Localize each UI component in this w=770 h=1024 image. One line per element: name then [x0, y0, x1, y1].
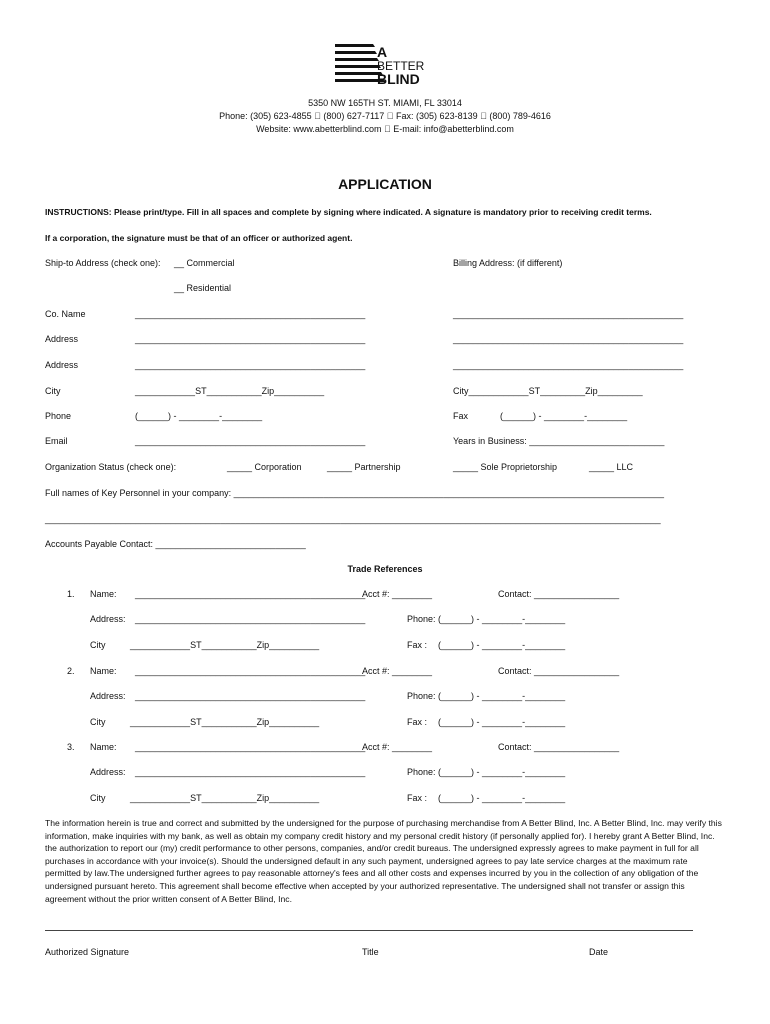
- billing-city-field[interactable]: City____________ST_________Zip_________: [453, 386, 643, 396]
- signature-line[interactable]: [45, 930, 693, 931]
- company-address: 5350 NW 165TH ST. MIAMI, FL 33014: [308, 98, 462, 108]
- ref-fax-label: Fax :: [407, 640, 428, 650]
- ref-fax-field[interactable]: (______) - ________-________: [438, 640, 566, 650]
- billing-address-label: Billing Address: (if different): [453, 258, 563, 268]
- ref-address-label: Address:: [90, 767, 126, 777]
- ref-city-label: City: [90, 793, 106, 803]
- company-logo: [335, 44, 435, 86]
- logo-text-a: A: [377, 44, 388, 60]
- ref-name-label: Name:: [90, 742, 117, 752]
- ref-fax-label: Fax :: [407, 717, 428, 727]
- ref-fax-field[interactable]: (______) - ________-________: [438, 717, 566, 727]
- address1-field[interactable]: ______________________________________________: [135, 334, 366, 344]
- ship-residential-option[interactable]: __ Residential: [174, 283, 232, 293]
- address2-label: Address: [45, 360, 79, 370]
- billing-address1-field[interactable]: ______________________________________________: [453, 334, 684, 344]
- address2-field[interactable]: ______________________________________________: [135, 360, 366, 370]
- fax-label: Fax: [453, 411, 469, 421]
- city-state-zip-field[interactable]: ____________ST___________Zip__________: [135, 386, 325, 396]
- ref-contact-field[interactable]: Contact: _________________: [498, 742, 620, 752]
- ref-city-field[interactable]: ____________ST___________Zip__________: [130, 640, 320, 650]
- fax-field[interactable]: (______) - ________-________: [500, 411, 628, 421]
- date-label: Date: [589, 947, 609, 957]
- years-in-business-field[interactable]: Years in Business: ___________________________: [453, 436, 665, 446]
- ref-phone-field[interactable]: Phone: (______) - ________-________: [407, 767, 566, 777]
- company-phones: Phone: (305) 623-4855 (800) 627-7117 Fax: (305) 623-8139 (800) 789-4616: [232, 111, 538, 121]
- phone-label: Phone: [45, 411, 72, 421]
- ref-name-label: Name:: [90, 666, 117, 676]
- ref-contact-field[interactable]: Contact: _________________: [498, 666, 620, 676]
- ref-number: 1.: [67, 589, 75, 599]
- logo-text-blind: BLIND: [377, 71, 420, 86]
- ref-city-label: City: [90, 717, 106, 727]
- address1-label: Address: [45, 334, 79, 344]
- ref-city-field[interactable]: ____________ST___________Zip__________: [130, 717, 320, 727]
- agreement-text: The information herein is true and correct and submitted by the undersigned for the purpose of purchasing merchandise from A Better Blind, Inc. A Better Blind, Inc. may verify this information, make inquiries with my bank, as well as obtain my company credit history and my personal credit history (if personally applied for). I hereby grant A Better Blind, Inc. the authorization to report our (my) credit performance to other persons, companies, and/or credit bureaus. The undersigned expressly agrees to make payment in full for all purchases in accordance with your invoice(s). Should the undersigned default in any such payment, undersigned agrees to pay late service charges at the maximum rate permitted by law.The undersigned further agrees to pay reasonable attorney's fees and all other costs and expenses incurred by you in the collection of any obligation of the undersigned pursuant hereto. This agreement shall become effective when accepted by your authorized representative. The undersigned shall not transfer or assign this agreement without the prior written consent of A Better Blind, Inc.: [45, 818, 722, 904]
- ref-phone-field[interactable]: Phone: (______) - ________-________: [407, 614, 566, 624]
- ref-name-field[interactable]: ______________________________________________: [135, 742, 366, 752]
- org-sole-option[interactable]: _____ Sole Proprietorship: [453, 462, 558, 472]
- ref-contact-field[interactable]: Contact: _________________: [498, 589, 620, 599]
- company-web: Website: www.abetterblind.com E-mail: info@abetterblind.com: [260, 124, 510, 134]
- instructions-line2: If a corporation, the signature must be that of an officer or authorized agent.: [45, 233, 353, 243]
- city-label: City: [45, 386, 61, 396]
- co-name-label: Co. Name: [45, 309, 86, 319]
- accounts-payable-field[interactable]: Accounts Payable Contact: ______________________________: [45, 539, 306, 549]
- ref-number: 2.: [67, 666, 75, 676]
- ship-to-label: Ship-to Address (check one):: [45, 258, 161, 268]
- org-corporation-option[interactable]: _____ Corporation: [227, 462, 302, 472]
- ship-commercial-option[interactable]: __ Commercial: [174, 258, 235, 268]
- logo-text-better: BETTER: [377, 59, 425, 73]
- ref-address-field[interactable]: ______________________________________________: [135, 767, 366, 777]
- org-llc-option[interactable]: _____ LLC: [589, 462, 634, 472]
- instructions-line1: INSTRUCTIONS: Please print/type. Fill in all spaces and complete by signing where indicated. A signature is mandatory prior to receiving credit terms.: [45, 207, 652, 217]
- email-field[interactable]: ______________________________________________: [135, 436, 366, 446]
- billing-address2-field[interactable]: ______________________________________________: [453, 360, 684, 370]
- ref-acct-field[interactable]: Acct #: ________: [362, 742, 433, 752]
- org-partnership-option[interactable]: _____ Partnership: [327, 462, 401, 472]
- ref-acct-field[interactable]: Acct #: ________: [362, 589, 433, 599]
- authorized-signature-label: Authorized Signature: [45, 947, 130, 957]
- ref-number: 3.: [67, 742, 75, 752]
- ref-fax-field[interactable]: (______) - ________-________: [438, 793, 566, 803]
- ref-name-field[interactable]: ______________________________________________: [135, 589, 366, 599]
- ref-address-label: Address:: [90, 614, 126, 624]
- email-label: Email: [45, 436, 68, 446]
- key-personnel-line2[interactable]: ___________________________________________________________________________________________________________________________: [45, 514, 661, 524]
- ref-address-label: Address:: [90, 691, 126, 701]
- ref-city-label: City: [90, 640, 106, 650]
- ref-address-field[interactable]: ______________________________________________: [135, 614, 366, 624]
- ref-phone-field[interactable]: Phone: (______) - ________-________: [407, 691, 566, 701]
- ref-acct-field[interactable]: Acct #: ________: [362, 666, 433, 676]
- ref-name-label: Name:: [90, 589, 117, 599]
- org-status-label: Organization Status (check one):: [45, 462, 177, 472]
- co-name-field[interactable]: ______________________________________________: [135, 309, 366, 319]
- ref-name-field[interactable]: ______________________________________________: [135, 666, 366, 676]
- ref-address-field[interactable]: ______________________________________________: [135, 691, 366, 701]
- page-title: APPLICATION: [338, 176, 432, 192]
- title-label: Title: [362, 947, 379, 957]
- billing-co-name-field[interactable]: ______________________________________________: [453, 309, 684, 319]
- ref-fax-label: Fax :: [407, 793, 428, 803]
- key-personnel-field[interactable]: Full names of Key Personnel in your company: ______________________________________________________________________________________: [45, 488, 665, 498]
- phone-field[interactable]: (______) - ________-________: [135, 411, 263, 421]
- ref-city-field[interactable]: ____________ST___________Zip__________: [130, 793, 320, 803]
- trade-references-heading: Trade References: [347, 564, 423, 574]
